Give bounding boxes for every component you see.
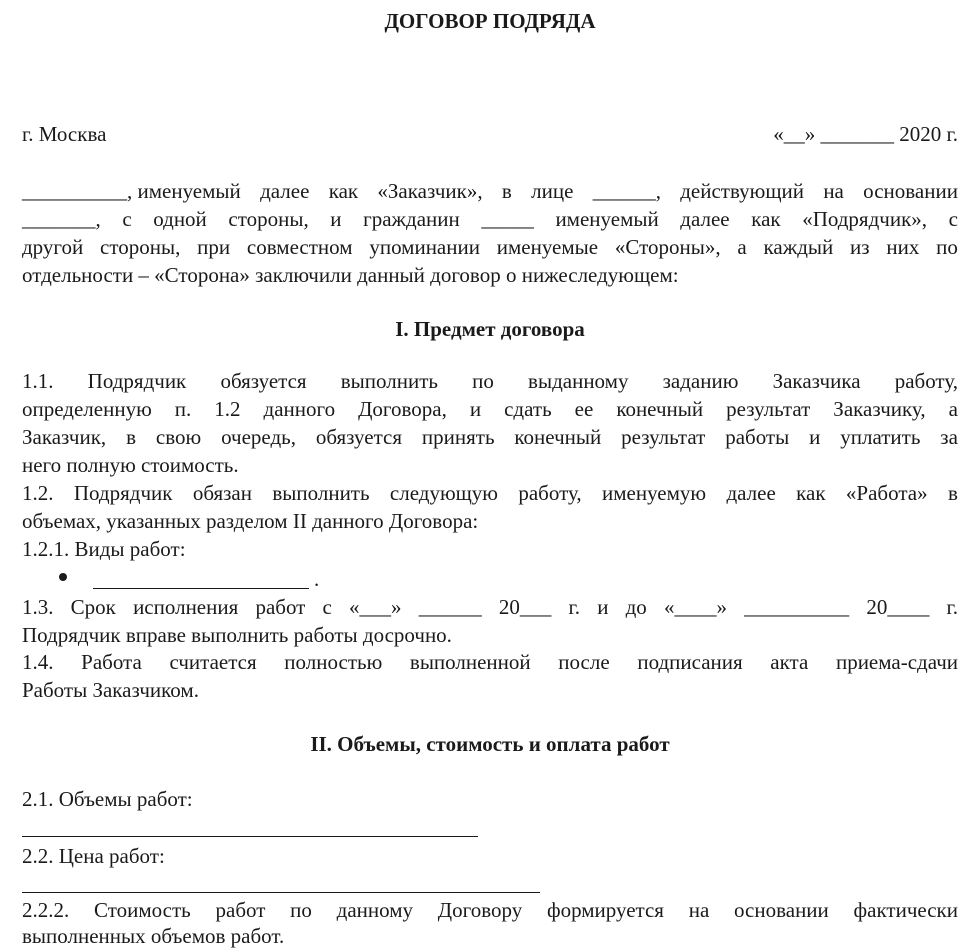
word: _____	[481, 207, 534, 231]
word: 1.2	[214, 397, 241, 421]
word: Договору	[437, 898, 523, 922]
word: с	[948, 207, 958, 231]
word: работ	[255, 595, 306, 619]
word: за	[940, 425, 958, 449]
clause-1-2-line-2: объемах, указанных разделом II данного Договора:	[22, 509, 479, 533]
word: как	[796, 481, 826, 505]
word: 20____	[866, 595, 930, 619]
volumes-blank-line	[22, 836, 478, 837]
word: работ	[215, 898, 266, 922]
word: совместном	[246, 235, 353, 259]
word: __________	[744, 595, 850, 619]
word: считается	[169, 650, 257, 674]
word: ее	[574, 397, 594, 421]
word: обязан	[192, 481, 252, 505]
word: и	[330, 207, 342, 231]
clause-2-2: 2.2. Цена работ:	[22, 844, 165, 868]
clause-1-2-1: 1.2.1. Виды работ:	[22, 537, 186, 561]
word: данному	[336, 898, 414, 922]
word: Заказчику,	[833, 397, 926, 421]
word: полностью	[284, 650, 383, 674]
word: ______,	[592, 179, 661, 203]
word: одной	[153, 207, 207, 231]
word: в	[126, 425, 136, 449]
word: далее	[260, 179, 310, 203]
clause-2-2-2-line-2: выполненных объемов работ.	[22, 924, 285, 948]
word: выполнить	[340, 369, 438, 393]
word: 2.2.2.	[22, 898, 70, 922]
word: после	[558, 650, 610, 674]
word: Подрядчик	[73, 481, 173, 505]
contract-date: «__» _______ 2020 г.	[773, 122, 958, 146]
word: «Стороны»,	[614, 235, 721, 259]
word: именуемую	[602, 481, 707, 505]
section-2-title: II. Объемы, стоимость и оплата работ	[310, 732, 670, 756]
word: а	[737, 235, 747, 259]
word: действующий	[680, 179, 805, 203]
word: «____»	[663, 595, 727, 619]
clause-1-1-line-3	[22, 424, 958, 450]
word: в	[947, 481, 958, 505]
word: упоминании	[369, 235, 480, 259]
clause-1-2-line-1	[22, 480, 958, 506]
price-blank-line	[22, 892, 540, 893]
word: далее	[680, 207, 730, 231]
preamble-line-3	[22, 234, 958, 260]
word: с	[122, 207, 132, 231]
word: выполнить	[272, 481, 370, 505]
word: по	[290, 898, 312, 922]
word: гражданин	[363, 207, 460, 231]
word: и	[597, 595, 609, 619]
word: далее	[726, 481, 776, 505]
word: а	[948, 397, 958, 421]
clause-1-3-line-2: Подрядчик вправе выполнить работы досрочно.	[22, 623, 452, 647]
clause-2-1: 2.1. Объемы работ:	[22, 787, 193, 811]
word: и	[469, 397, 482, 421]
word: данного	[263, 397, 336, 421]
word: на	[688, 898, 710, 922]
word: __________, именуемый	[22, 179, 241, 203]
word: обязуется	[315, 425, 402, 449]
word: лице	[531, 179, 574, 203]
word: конечный	[616, 397, 704, 421]
word: них	[886, 235, 920, 259]
word: «___»	[349, 595, 402, 619]
word: на	[823, 179, 844, 203]
word: конечный	[514, 425, 602, 449]
word: Заказчик,	[22, 425, 107, 449]
word: работу,	[518, 481, 582, 505]
word: и	[809, 425, 821, 449]
word: принять	[421, 425, 495, 449]
word: по	[472, 369, 494, 393]
word: выполненной	[409, 650, 531, 674]
city: г. Москва	[22, 122, 107, 146]
word: каждый	[763, 235, 834, 259]
word: в	[501, 179, 512, 203]
word: основании	[734, 898, 829, 922]
document-title: ДОГОВОР ПОДРЯДА	[384, 9, 596, 33]
preamble-line-4: отдельности – «Сторона» заключили данный договор о нижеследующем:	[22, 263, 679, 287]
word: до	[625, 595, 647, 619]
word: работу,	[894, 369, 958, 393]
word: п.	[174, 397, 192, 421]
word: выданному	[528, 369, 629, 393]
section-1-title: I. Предмет договора	[395, 317, 585, 341]
word: «Работа»	[845, 481, 928, 505]
word: стороны,	[228, 207, 309, 231]
word: фактически	[853, 898, 958, 922]
clause-1-3-line-1	[22, 594, 958, 620]
word: _______,	[22, 207, 101, 231]
word: 1.2.	[22, 481, 54, 505]
clause-1-1-line-2	[22, 396, 958, 422]
word: Подрядчик	[87, 369, 187, 393]
word: акта	[770, 650, 809, 674]
word: результат	[621, 425, 706, 449]
word: очередь,	[221, 425, 296, 449]
word: сдать	[504, 397, 552, 421]
bullet-blank-line	[93, 588, 309, 589]
word: 1.3.	[22, 595, 54, 619]
word: по	[936, 235, 958, 259]
word: уплатить	[840, 425, 921, 449]
word: определенную	[22, 397, 152, 421]
word: как	[328, 179, 359, 203]
word: подписания	[637, 650, 743, 674]
word: исполнения	[133, 595, 239, 619]
word: стороны,	[100, 235, 181, 259]
word: 20___	[498, 595, 552, 619]
word: свою	[155, 425, 202, 449]
word: «Заказчик»,	[377, 179, 483, 203]
word: заданию	[662, 369, 739, 393]
word: 1.1.	[22, 369, 54, 393]
word: как	[751, 207, 781, 231]
word: именуемый	[555, 207, 659, 231]
word: «Подрядчик»,	[802, 207, 928, 231]
clause-1-4-line-2: Работы Заказчиком.	[22, 678, 199, 702]
word: Заказчика	[772, 369, 861, 393]
word: Стоимость	[94, 898, 191, 922]
clause-1-1-line-4: него полную стоимость.	[22, 453, 239, 477]
word: 1.4.	[22, 650, 54, 674]
word: следующую	[389, 481, 498, 505]
word: из	[850, 235, 870, 259]
word: именуемые	[496, 235, 599, 259]
word: г.	[568, 595, 581, 619]
clause-1-1-line-1	[22, 368, 958, 394]
clause-1-4-line-1	[22, 649, 958, 675]
word: работы	[725, 425, 790, 449]
preamble-line-2	[22, 206, 958, 232]
word: основании	[863, 179, 958, 203]
word: г.	[946, 595, 958, 619]
bullet-end: .	[314, 567, 320, 591]
word: Срок	[70, 595, 116, 619]
bullet-dot	[59, 573, 67, 581]
word: с	[322, 595, 332, 619]
word: формируется	[546, 898, 664, 922]
word: обязуется	[220, 369, 307, 393]
word: результат	[726, 397, 811, 421]
word: приема-сдачи	[835, 650, 958, 674]
word: Работа	[81, 650, 142, 674]
word: ______	[418, 595, 482, 619]
word: Договора,	[358, 397, 447, 421]
word: при	[197, 235, 231, 259]
word: другой	[22, 235, 84, 259]
preamble-line-1	[22, 178, 958, 204]
clause-2-2-2-line-1	[22, 897, 958, 923]
